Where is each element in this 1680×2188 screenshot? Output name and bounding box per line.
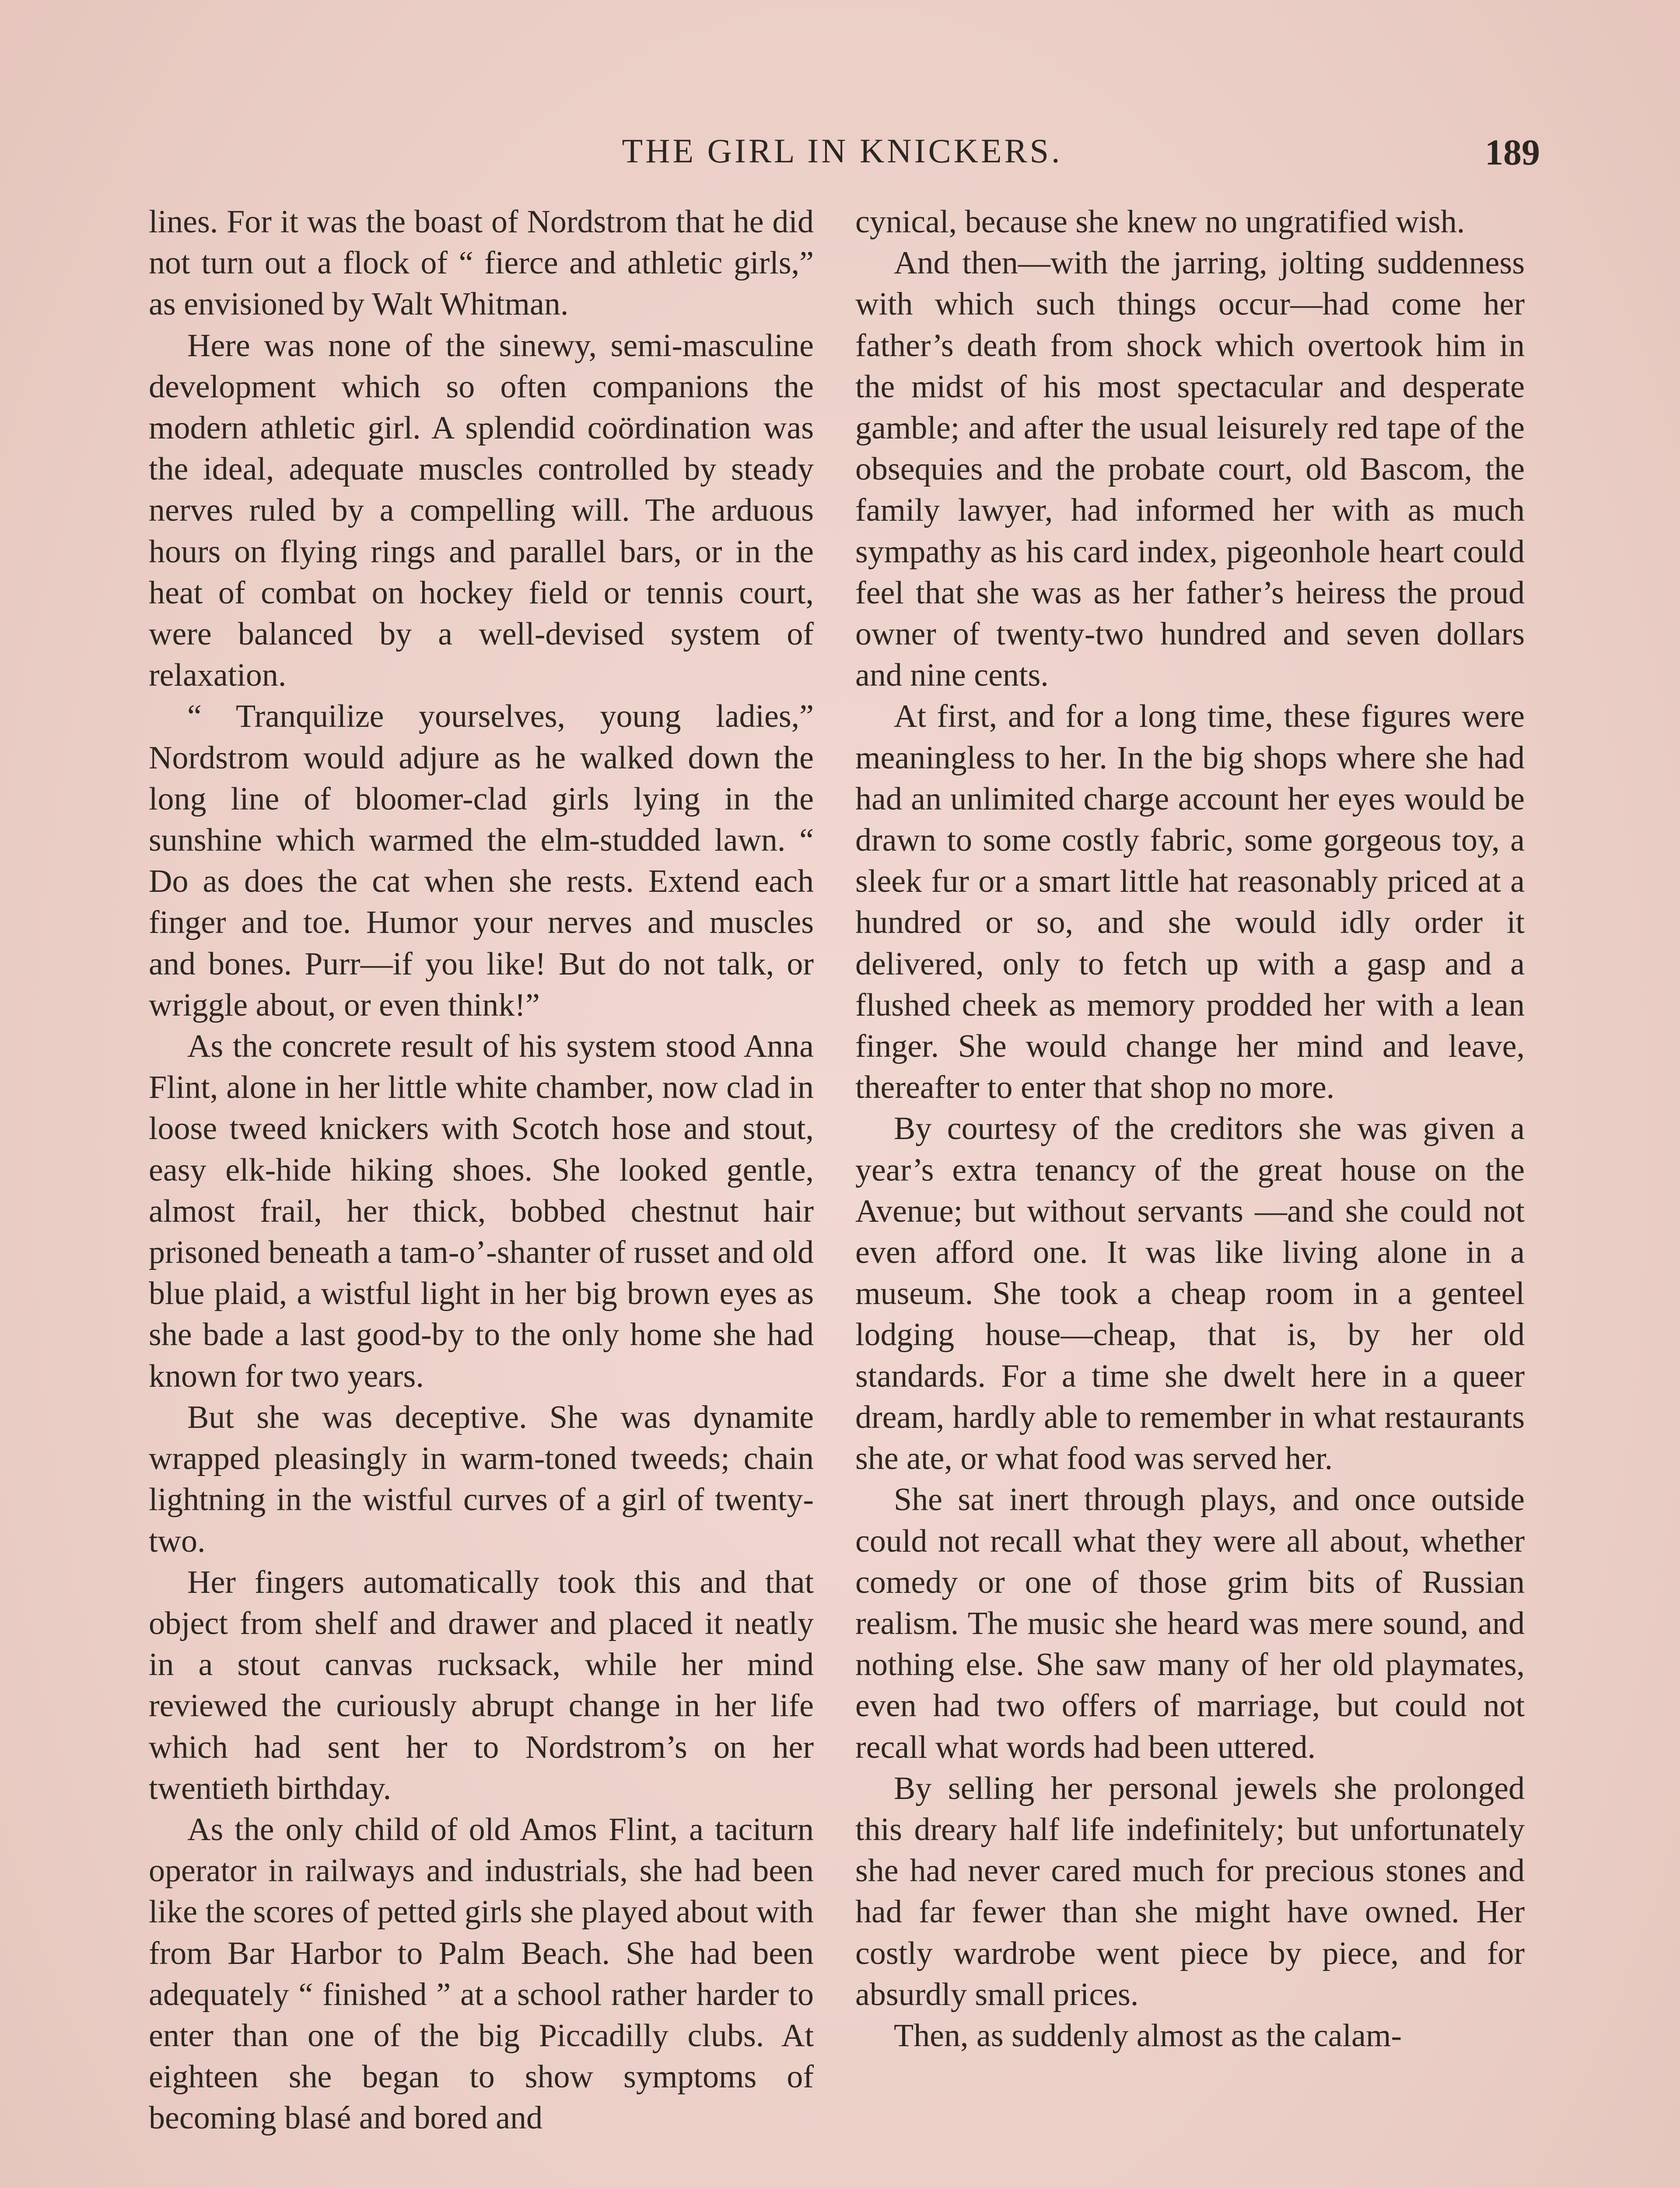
running-title: THE GIRL IN KNICKERS.	[622, 132, 1063, 170]
paragraph: As the concrete result of his system stood Anna Flint, alone in her little white chamber, now clad in loose tweed knickers with Scotch hose and stout, easy elk-hide hiking shoes. She looked gentle, almost frail, her thick, bobbed chestnut hair prisoned beneath a tam-o’-shanter of russet and old blue plaid, a wistful light in her big brown eyes as she bade a last good-by to the only home she had known for two years.	[149, 1028, 814, 1394]
page-number: 189	[1485, 132, 1540, 173]
paragraph: But she was deceptive. She was dynamite wrapped pleasingly in warm-toned tweeds; chain lightning in the wistful curves of a girl of twenty-two.	[149, 1399, 814, 1559]
paragraph: As the only child of old Amos Flint, a taciturn operator in railways and industrials, she had been like the scores of petted girls she played about with from Bar Harbor to Palm Beach. She had been adequately “ finished ” at a school rather harder to enter than one of the big Piccadilly clubs. At eighteen she began to show symptoms of becoming blasé and bored and	[149, 1811, 814, 2136]
paragraph: By courtesy of the creditors she was given a year’s extra tenancy of the great house on the Avenue; but without servants —and she could not even afford one. It was like living alone in a museum. She took a cheap room in a genteel lodging house—cheap, that is, by her old standards. For a time she dwelt here in a queer dream, hardly able to remember in what restaurants she ate, or what food was served her.	[855, 1111, 1525, 1477]
paragraph: cynical, because she knew no ungratified wish.	[855, 204, 1465, 240]
paragraph: lines. For it was the boast of Nordstrom that he did not turn out a flock of “ fierce and athletic girls,” as envisioned by Walt Whitman.	[149, 204, 814, 323]
right-column	[855, 201, 1525, 2056]
paragraph: And then—with the jarring, jolting suddenness with which such things occur—had come her father’s death from shock which overtook him in the midst of his most spectacular and desperate gamble; and after the usual leisurely red tape of the obsequies and the probate court, old Bascom, the family lawyer, had informed her with as much sympathy as his card index, pigeonhole heart could feel that she was as her father’s heiress the proud owner of twenty-two hundred and seven dollars and nine cents.	[855, 245, 1525, 694]
paragraph: “ Tranquilize yourselves, young ladies,” Nordstrom would adjure as he walked down the long line of bloomer-clad girls lying in the sunshine which warmed the elm-studded lawn. “ Do as does the cat when she rests. Extend each finger and toe. Humor your nerves and muscles and bones. Purr—if you like! But do not talk, or wriggle about, or even think!”	[149, 698, 814, 1023]
paragraph: By selling her personal jewels she prolonged this dreary half life indefinitely; but unfortunately she had never cared much for precious stones and had far fewer than she might have owned. Her costly wardrobe went piece by piece, and for absurdly small prices.	[855, 1770, 1525, 2013]
page-header	[144, 131, 1540, 179]
left-column	[149, 201, 814, 2139]
paragraph: Then, as suddenly almost as the calam-	[894, 2017, 1402, 2054]
paragraph: Her fingers automatically took this and that object from shelf and drawer and placed it neatly in a stout canvas rucksack, while her mind reviewed the curiously abrupt change in her life which had sent her to Nordstrom’s on her twentieth birthday.	[149, 1564, 814, 1806]
paragraph: Here was none of the sinewy, semi-masculine development which so often companions the modern athletic girl. A splendid coördination was the ideal, adequate muscles controlled by steady nerves ruled by a compelling will. The arduous hours on flying rings and parallel bars, or in the heat of combat on hockey field or tennis court, were balanced by a well-devised system of relaxation.	[149, 327, 814, 694]
paragraph: At first, and for a long time, these figures were meaningless to her. In the big shops where she had had an unlimited charge account her eyes would be drawn to some costly fabric, some gorgeous toy, a sleek fur or a smart little hat reasonably priced at a hundred or so, and she would idly order it delivered, only to fetch up with a gasp and a flushed cheek as memory prodded her with a lean finger. She would change her mind and leave, thereafter to enter that shop no more.	[855, 698, 1525, 1106]
paragraph: She sat inert through plays, and once outside could not recall what they were all about, whether comedy or one of those grim bits of Russian realism. The music she heard was mere sound, and nothing else. She saw many of her old playmates, even had two offers of marriage, but could not recall what words had been uttered.	[855, 1482, 1525, 1765]
